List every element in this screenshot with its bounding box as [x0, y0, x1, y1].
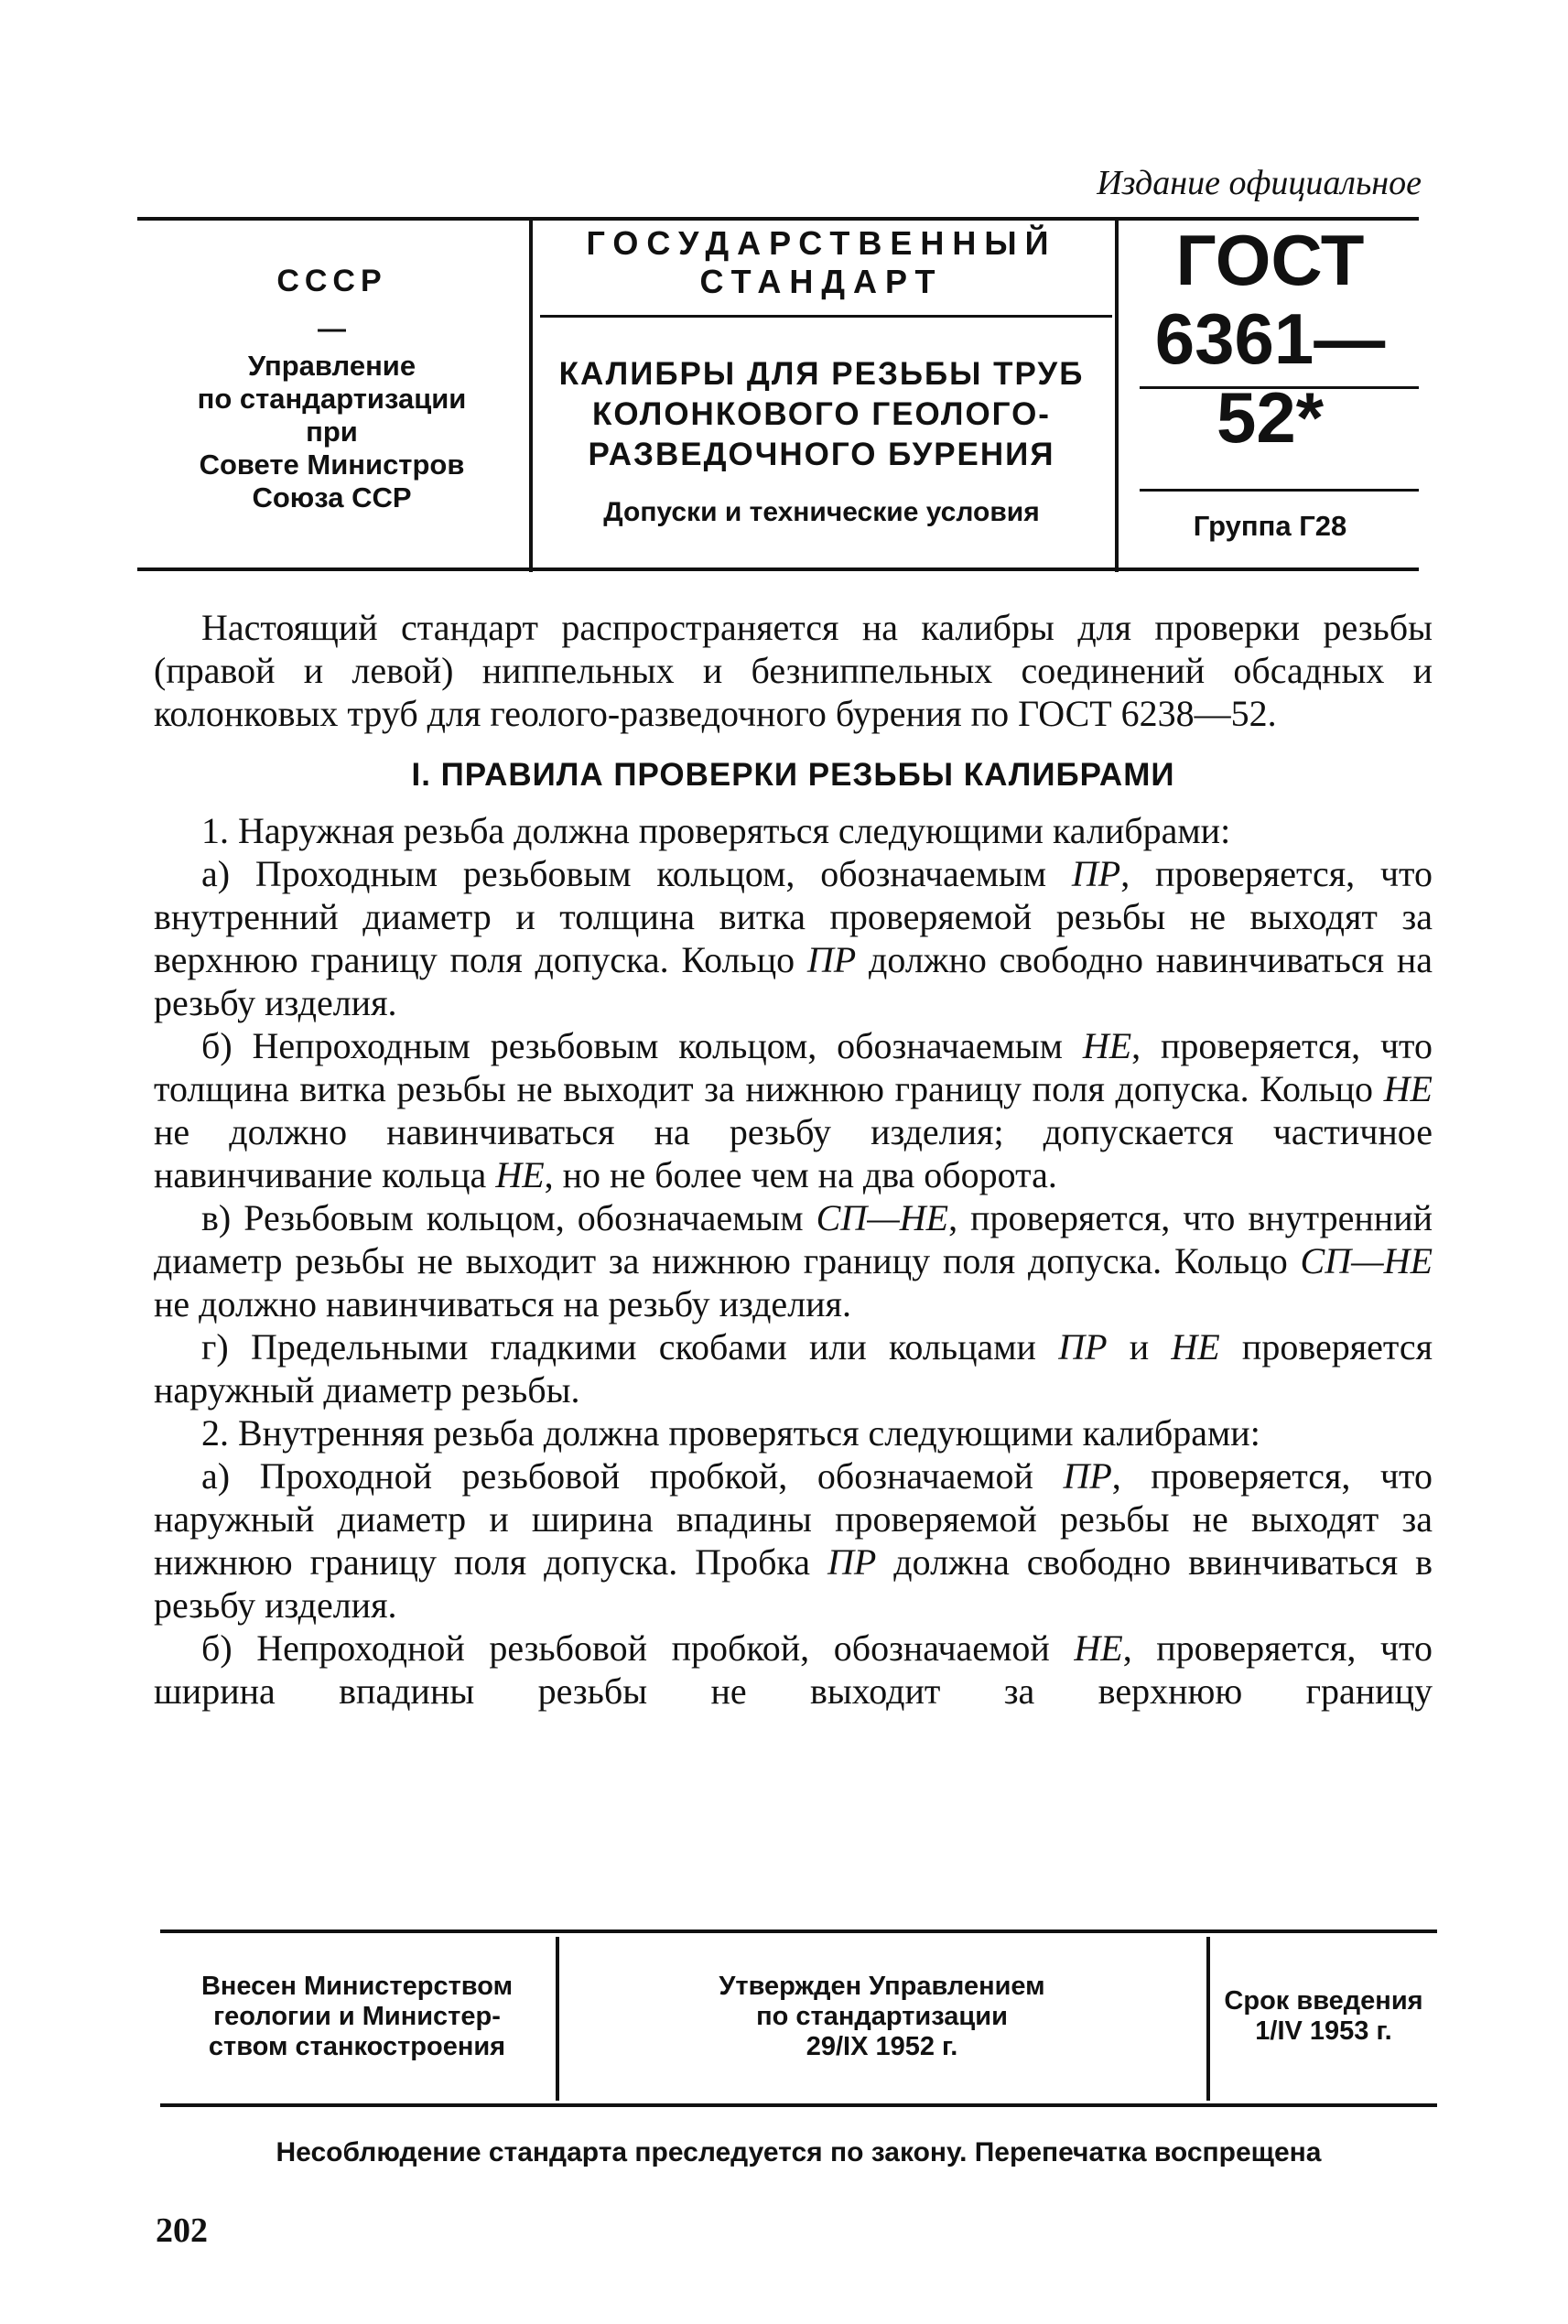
title-line: РАЗВЕДОЧНОГО БУРЕНИЯ — [588, 437, 1055, 472]
group-label: Группа Г28 — [1193, 510, 1347, 542]
country-label: СССР — [276, 264, 387, 298]
clause-1b: б) Непроходным резьбовым кольцом, обозначаемым НЕ, проверяется, что толщина витка резьбы не выходит за нижнюю границу поля допуска. Кольцо НЕ не должно навинчиваться на резьбу изделия; допускается частичное навинчивание кольца НЕ, но не более чем на два оборота. — [154, 1025, 1433, 1195]
clause-2a: а) Проходной резьбовой пробкой, обозначаемой ПР, проверяется, что наружный диаметр и ширина впадины проверяемой резьбы не выходят за нижнюю границу поля допуска. Пробка ПР должна свободно ввинчиваться в резьбу изделия. — [154, 1455, 1433, 1626]
clause-2: 2. Внутренняя резьба должна проверяться следующими калибрами: — [201, 1412, 1260, 1454]
clause-1a: а) Проходным резьбовым кольцом, обозначаемым ПР, проверяется, что внутренний диаметр и толщина витка проверяемой резьбы не выходят за верхнюю границу поля допуска. Кольцо ПР должно свободно навинчиваться на резьбу изделия. — [154, 853, 1433, 1023]
approved-line: по стандартизации — [756, 2002, 1008, 2031]
document-body — [154, 606, 1433, 1713]
gost-designation — [1121, 221, 1419, 457]
clause-1v: в) Резьбовым кольцом, обозначаемым СП—НЕ, проверяется, что внутренний диаметр резьбы не выходит за нижнюю границу поля допуска. Кольцо СП—НЕ не должно навинчиваться на резьбу изделия. — [154, 1197, 1433, 1324]
introduced-line: Внесен Министерством — [200, 1972, 514, 2001]
edition-label: Издание официальное — [1097, 164, 1422, 202]
standard-type-line: ГОСУДАРСТВЕННЫЙ — [586, 224, 1057, 262]
gost-number: 6361—52* — [1154, 298, 1386, 458]
gost-rule-1 — [1140, 386, 1419, 389]
intro-paragraph: Настоящий стандарт распространяется на калибры для проверки резьбы (правой и левой) ниппельных и безниппельных соединений обсадных и колонковых труб для геолого-разведочного бурения по ГОСТ 6238—52. — [154, 607, 1433, 734]
clause-1g: г) Предельными гладкими скобами или кольцами ПР и НЕ проверяется наружный диаметр резьбы. — [154, 1326, 1433, 1411]
footer-bottom-rule — [160, 2103, 1437, 2107]
header-divider-2 — [1115, 217, 1119, 572]
document-subtitle: Допуски и технические условия — [603, 497, 1040, 527]
title-line: КАЛИБРЫ ДЛЯ РЕЗЬБЫ ТРУБ — [558, 356, 1085, 392]
issuer-line: по стандартизации — [197, 383, 467, 415]
copyright-notice: Несоблюдение стандарта преследуется по закону. Перепечатка воспрещена — [276, 2137, 1322, 2167]
approved-by — [559, 1972, 1205, 2062]
effective-line: 1/IV 1953 г. — [1255, 2016, 1392, 2046]
issuer-line: Союза ССР — [252, 481, 412, 513]
approved-line: 29/IX 1952 г. — [806, 2032, 958, 2061]
issuer-line: при — [306, 416, 358, 448]
header-table — [137, 217, 1419, 572]
document-title — [531, 354, 1112, 475]
introduced-line: геологии и Министер- — [213, 2002, 501, 2031]
effective-date — [1210, 1986, 1437, 2047]
introduced-line: ством станкостроения — [208, 2032, 506, 2061]
issuer-line: Управление — [247, 350, 416, 382]
title-line: КОЛОНКОВОГО ГЕОЛОГО- — [592, 396, 1051, 432]
standard-type-line: СТАНДАРТ — [699, 263, 944, 300]
approved-line: Утвержден Управлением — [719, 1972, 1045, 2001]
standard-type — [531, 224, 1112, 301]
clause-2b: б) Непроходной резьбовой пробкой, обозначаемой НЕ, проверяется, что ширина впадины резьбы не выходит за верхнюю границу — [154, 1627, 1433, 1712]
header-issuer — [137, 217, 526, 572]
header-title-block — [531, 217, 1112, 572]
gost-rule-2 — [1140, 489, 1419, 492]
title-rule — [540, 315, 1112, 318]
section-title: I. ПРАВИЛА ПРОВЕРКИ РЕЗЬБЫ КАЛИБРАМИ — [411, 757, 1175, 793]
introduced-by — [160, 1972, 554, 2062]
issuer-dash: — — [318, 312, 346, 344]
gost-label: ГОСТ — [1175, 220, 1365, 300]
clause-1: 1. Наружная резьба должна проверяться следующими калибрами: — [201, 810, 1231, 851]
page-number: 202 — [156, 2211, 208, 2250]
header-gost-block — [1121, 217, 1419, 572]
footer-table — [160, 1929, 1437, 2108]
issuer-org — [137, 350, 526, 514]
issuer-line: Совете Министров — [199, 449, 465, 481]
footer-top-rule — [160, 1929, 1437, 1933]
effective-line: Срок введения — [1224, 1986, 1423, 2016]
